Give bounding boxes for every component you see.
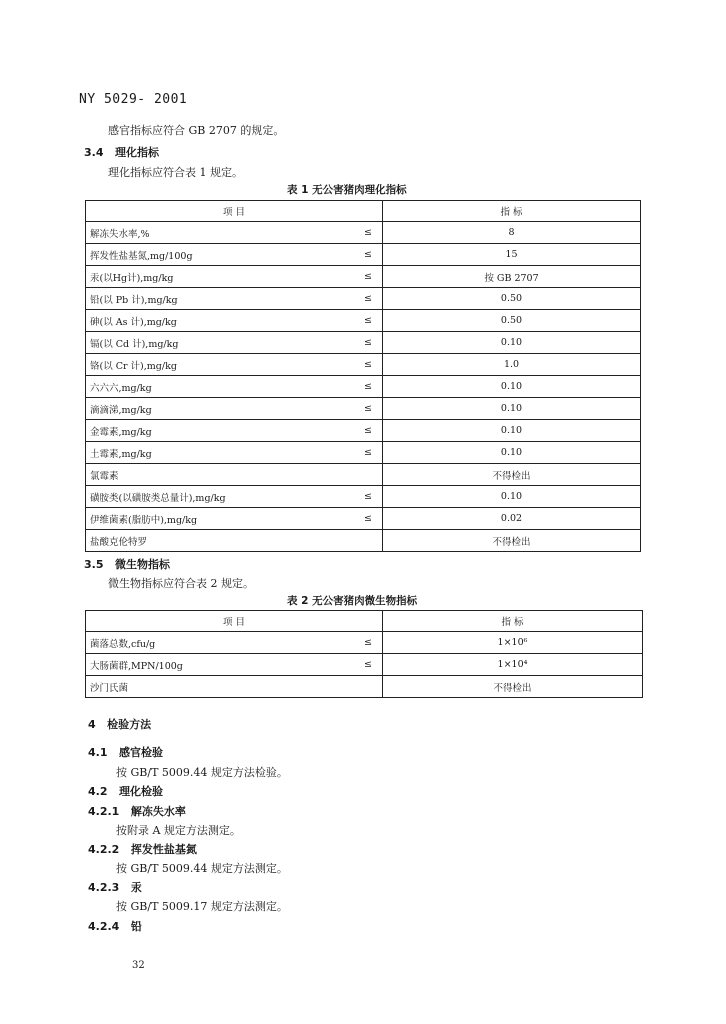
row-limit-symbol: ≤ [354, 442, 383, 464]
row-limit-value: 不得检出 [383, 676, 643, 698]
row-item-name: 盐酸克伦特罗 [86, 530, 355, 552]
row-item-name: 菌落总数,cfu/g [86, 632, 355, 654]
row-limit-value: 0.02 [383, 508, 641, 530]
row-limit-symbol: ≤ [354, 244, 383, 266]
row-limit-value: 8 [383, 222, 641, 244]
row-limit-symbol: ≤ [354, 332, 383, 354]
row-limit-symbol [354, 676, 383, 698]
row-limit-symbol: ≤ [354, 376, 383, 398]
table-row [86, 486, 641, 508]
section-number: 4.2.1 [88, 805, 120, 818]
row-limit-value: 0.10 [383, 420, 641, 442]
table-row [86, 310, 641, 332]
section-3-5-text: 微生物指标应符合表 2 规定。 [108, 577, 254, 590]
section-4-2-1-heading [88, 803, 186, 819]
section-number: 3.4 [84, 146, 104, 159]
table-1 [85, 200, 641, 552]
section-title: 理化检验 [119, 785, 163, 798]
table-header-row [86, 201, 641, 222]
section-title: 铅 [130, 920, 142, 933]
row-limit-value: 1×10⁶ [383, 632, 643, 654]
column-header-value: 指 标 [383, 611, 643, 632]
section-4-2-heading [88, 783, 163, 799]
section-title: 感官检验 [119, 746, 163, 759]
table-row [86, 332, 641, 354]
table-row [86, 508, 641, 530]
row-item-name: 挥发性盐基氮,mg/100g [86, 244, 355, 266]
row-item-name: 六六六,mg/kg [86, 376, 355, 398]
row-item-name: 氯霉素 [86, 464, 355, 486]
section-4-2-2-heading [88, 841, 197, 857]
section-4-2-2-text: 按 GB/T 5009.44 规定方法测定。 [116, 862, 288, 875]
table-2-caption: 表 2 无公害猪肉微生物指标 [287, 595, 418, 607]
row-limit-symbol: ≤ [354, 632, 383, 654]
section-4-1-text: 按 GB/T 5009.44 规定方法检验。 [116, 766, 288, 779]
row-limit-symbol: ≤ [354, 354, 383, 376]
column-header-value: 指 标 [383, 201, 641, 222]
row-limit-value: 0.10 [383, 376, 641, 398]
row-limit-symbol: ≤ [354, 420, 383, 442]
table-row [86, 244, 641, 266]
row-item-name: 砷(以 As 计),mg/kg [86, 310, 355, 332]
row-item-name: 铅(以 Pb 计),mg/kg [86, 288, 355, 310]
row-limit-value: 1×10⁴ [383, 654, 643, 676]
row-item-name: 土霉素,mg/kg [86, 442, 355, 464]
table-row [86, 676, 643, 698]
row-item-name: 沙门氏菌 [86, 676, 355, 698]
row-item-name: 解冻失水率,% [86, 222, 355, 244]
row-limit-value: 1.0 [383, 354, 641, 376]
table-row [86, 398, 641, 420]
row-limit-value: 0.50 [383, 310, 641, 332]
sensory-requirement-text: 感官指标应符合 GB 2707 的规定。 [108, 124, 285, 137]
section-title: 理化指标 [115, 146, 159, 159]
standard-number: NY 5029- 2001 [79, 92, 188, 107]
row-limit-value: 0.10 [383, 486, 641, 508]
row-limit-value: 不得检出 [383, 464, 641, 486]
row-limit-symbol [354, 530, 383, 552]
section-title: 挥发性盐基氮 [130, 843, 197, 856]
section-number: 4.2.3 [88, 881, 120, 894]
table-2 [85, 610, 643, 698]
table-row [86, 632, 643, 654]
row-limit-value: 0.50 [383, 288, 641, 310]
row-limit-value: 按 GB 2707 [383, 266, 641, 288]
row-item-name: 滴滴涕,mg/kg [86, 398, 355, 420]
section-title: 微生物指标 [115, 558, 170, 571]
row-item-name: 铬(以 Cr 计),mg/kg [86, 354, 355, 376]
section-3-5-heading [84, 556, 170, 572]
table-row [86, 420, 641, 442]
row-limit-symbol: ≤ [354, 266, 383, 288]
row-limit-value: 15 [383, 244, 641, 266]
section-number: 4.1 [88, 746, 108, 759]
row-limit-symbol: ≤ [354, 654, 383, 676]
section-number: 4.2 [88, 785, 108, 798]
section-title: 解冻失水率 [130, 805, 186, 818]
row-limit-symbol: ≤ [354, 398, 383, 420]
row-item-name: 磺胺类(以磺胺类总量计),mg/kg [86, 486, 355, 508]
table-row [86, 442, 641, 464]
column-header-item: 项 目 [86, 201, 383, 222]
table-row [86, 530, 641, 552]
row-limit-symbol: ≤ [354, 486, 383, 508]
row-limit-symbol [354, 464, 383, 486]
section-4-2-3-text: 按 GB/T 5009.17 规定方法测定。 [116, 900, 288, 913]
section-4-1-heading [88, 744, 163, 760]
table-row [86, 376, 641, 398]
section-number: 4.2.4 [88, 920, 120, 933]
section-4-2-4-heading [88, 918, 142, 934]
section-title: 汞 [130, 881, 142, 894]
section-number: 4 [88, 718, 96, 731]
table-header-row [86, 611, 643, 632]
table-row [86, 654, 643, 676]
section-3-4-text: 理化指标应符合表 1 规定。 [108, 166, 243, 179]
table-1-caption: 表 1 无公害猪肉理化指标 [287, 184, 407, 196]
row-item-name: 伊维菌素(脂肪中),mg/kg [86, 508, 355, 530]
row-limit-symbol: ≤ [354, 508, 383, 530]
page-number: 32 [132, 960, 145, 971]
table-row [86, 288, 641, 310]
table-row [86, 266, 641, 288]
row-item-name: 大肠菌群,MPN/100g [86, 654, 355, 676]
section-4-2-3-heading [88, 879, 142, 895]
section-title: 检验方法 [107, 718, 152, 731]
section-number: 4.2.2 [88, 843, 120, 856]
table-row [86, 222, 641, 244]
row-limit-symbol: ≤ [354, 310, 383, 332]
row-item-name: 汞(以Hg计),mg/kg [86, 266, 355, 288]
table-row [86, 464, 641, 486]
row-limit-value: 0.10 [383, 442, 641, 464]
table-row [86, 354, 641, 376]
row-limit-value: 0.10 [383, 398, 641, 420]
row-limit-value: 不得检出 [383, 530, 641, 552]
section-number: 3.5 [84, 558, 104, 571]
row-item-name: 镉(以 Cd 计),mg/kg [86, 332, 355, 354]
row-limit-value: 0.10 [383, 332, 641, 354]
row-item-name: 金霉素,mg/kg [86, 420, 355, 442]
row-limit-symbol: ≤ [354, 288, 383, 310]
row-limit-symbol: ≤ [354, 222, 383, 244]
column-header-item: 项 目 [86, 611, 383, 632]
section-4-2-1-text: 按附录 A 规定方法测定。 [116, 824, 241, 837]
section-4-heading [88, 716, 151, 732]
section-3-4-heading [84, 144, 159, 160]
